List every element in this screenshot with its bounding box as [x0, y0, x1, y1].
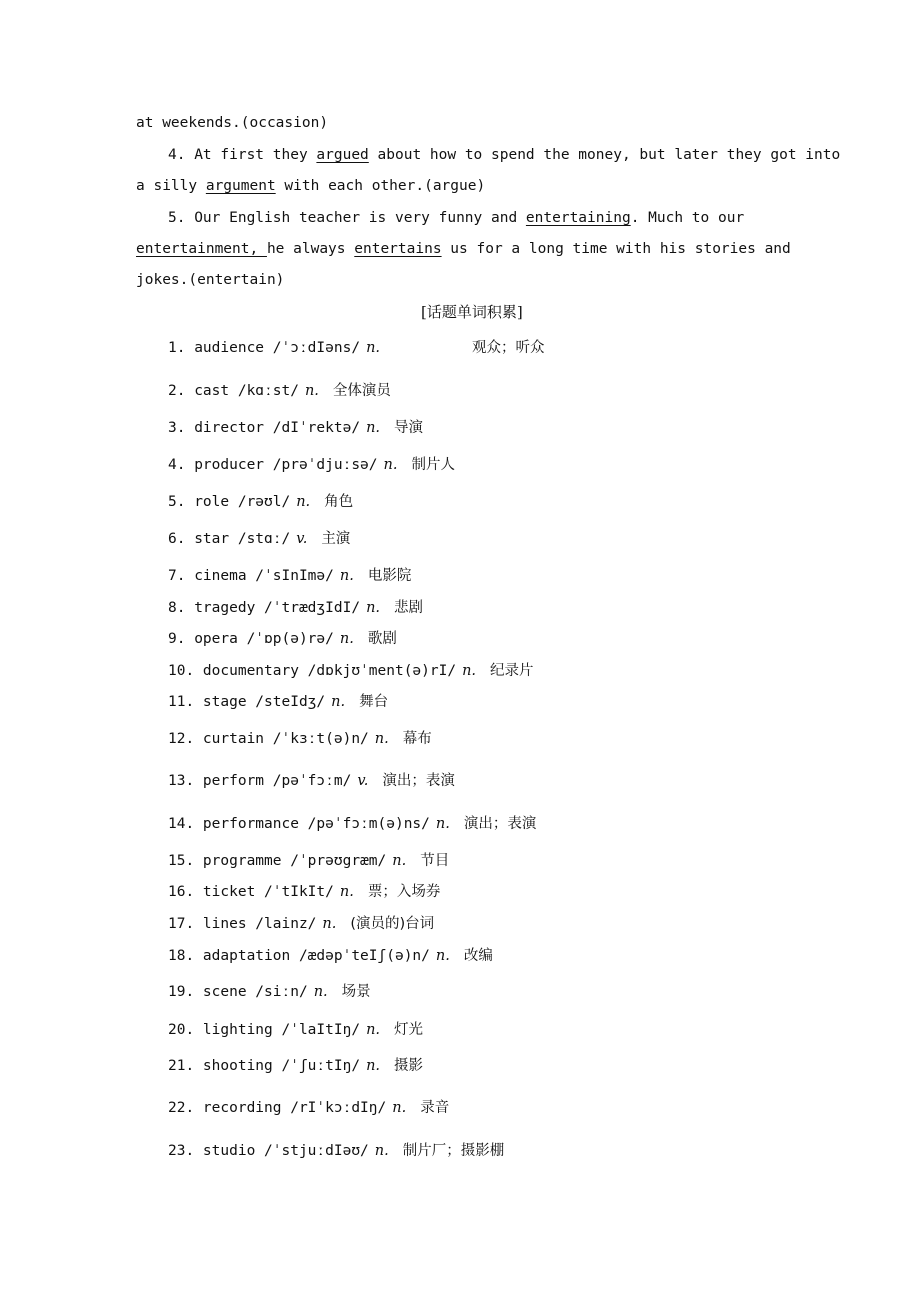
vocab-meaning: 全体演员 [332, 383, 391, 399]
text: a silly [136, 178, 206, 194]
vocab-term: 3. director /dIˈrektə/ [168, 420, 361, 436]
vocab-item [168, 529, 350, 549]
vocab-term: 8. tragedy /ˈtrædʒIdI/ [168, 600, 361, 616]
part-of-speech: n. [339, 631, 354, 647]
vocab-term: 23. studio /ˈstjuːdIəʊ/ [168, 1143, 369, 1159]
vocab-meaning: 纪录片 [490, 663, 534, 679]
part-of-speech: n. [366, 340, 381, 356]
vocab-meaning: 电影院 [367, 568, 412, 584]
sentence-4-line-1 [168, 145, 840, 165]
part-of-speech: n. [322, 916, 337, 932]
part-of-speech: n. [304, 383, 319, 399]
part-of-speech: n. [462, 663, 477, 679]
vocab-term: 15. programme /ˈprəʊgræm/ [168, 853, 387, 869]
vocab-item [168, 692, 388, 712]
text: jokes.(entertain) [136, 272, 285, 288]
vocab-meaning: 演出；表演 [463, 816, 537, 832]
sentence-5-line-2 [136, 239, 791, 259]
part-of-speech: n. [339, 884, 354, 900]
vocab-item [168, 882, 440, 902]
vocab-meaning: 幕布 [402, 731, 432, 747]
part-of-speech: n. [392, 853, 407, 869]
section-heading: [话题单词积累] [421, 303, 523, 321]
vocab-item [168, 566, 411, 586]
vocab-item [168, 455, 455, 475]
vocab-item [168, 338, 545, 358]
sentence-4-line-2 [136, 176, 485, 196]
vocab-item [168, 982, 371, 1002]
vocab-item [168, 851, 449, 871]
answer-entertaining: entertaining [525, 210, 631, 226]
sentence-5-line-1 [168, 208, 744, 228]
vocab-term: 2. cast /kɑːst/ [168, 383, 299, 399]
part-of-speech: n. [296, 494, 311, 510]
vocab-item [168, 629, 397, 649]
part-of-speech: n. [313, 984, 328, 1000]
vocab-meaning: 制片人 [411, 457, 455, 473]
passage-line-1 [136, 113, 328, 133]
vocab-meaning: 节目 [420, 853, 450, 869]
vocab-meaning: 场景 [341, 984, 371, 1000]
vocab-item [168, 1141, 504, 1161]
text: with each other.(argue) [275, 178, 486, 194]
vocab-item [168, 729, 432, 749]
part-of-speech: n. [435, 948, 450, 964]
part-of-speech: n. [366, 1058, 381, 1074]
vocab-item [168, 914, 434, 934]
vocab-term: 4. producer /prəˈdjuːsə/ [168, 457, 378, 473]
vocab-term: 9. opera /ˈɒp(ə)rə/ [168, 631, 334, 647]
vocab-meaning: 悲剧 [394, 600, 424, 616]
part-of-speech: n. [374, 1143, 389, 1159]
vocab-term: 16. ticket /ˈtIkIt/ [168, 884, 334, 900]
vocab-item [168, 661, 534, 681]
part-of-speech: n. [366, 600, 381, 616]
vocab-term: 22. recording /rIˈkɔːdIŋ/ [168, 1100, 387, 1116]
vocab-meaning: 改编 [463, 948, 493, 964]
text: . Much to our [630, 210, 745, 226]
text: 4. At first they [168, 147, 317, 163]
vocab-meaning: 歌剧 [367, 631, 397, 647]
part-of-speech: v. [296, 531, 308, 547]
vocab-meaning: (演员的)台词 [350, 916, 435, 932]
part-of-speech: n. [435, 816, 450, 832]
sentence-3-tail: at weekends.(occasion) [136, 115, 329, 131]
vocab-item [168, 381, 391, 401]
vocab-item [168, 598, 423, 618]
vocab-meaning: 观众；听众 [472, 340, 545, 356]
vocab-term: 14. performance /pəˈfɔːm(ə)ns/ [168, 816, 430, 832]
vocab-meaning: 票；入场券 [367, 884, 441, 900]
vocab-meaning: 录音 [420, 1100, 450, 1116]
part-of-speech: v. [357, 773, 369, 789]
part-of-speech: n. [392, 1100, 407, 1116]
vocab-term: 5. role /rəʊl/ [168, 494, 291, 510]
text: about how to spend the money, but later they got into [368, 147, 841, 163]
vocab-item [168, 771, 455, 791]
vocab-meaning: 摄影 [394, 1058, 424, 1074]
vocab-term: 19. scene /siːn/ [168, 984, 308, 1000]
sentence-5-line-3 [136, 270, 284, 290]
vocab-item [168, 814, 536, 834]
vocab-item [168, 492, 353, 512]
part-of-speech: n. [339, 568, 354, 584]
vocab-term: 21. shooting /ˈʃuːtIŋ/ [168, 1058, 361, 1074]
vocab-item [168, 1098, 449, 1118]
answer-argument: argument [205, 178, 276, 194]
vocab-term: 11. stage /steIdʒ/ [168, 694, 326, 710]
vocab-term: 10. documentary /dɒkjʊˈment(ə)rI/ [168, 663, 457, 679]
vocab-meaning: 灯光 [394, 1022, 424, 1038]
vocab-term: 18. adaptation /ædəpˈteIʃ(ə)n/ [168, 948, 430, 964]
vocab-item [168, 1056, 423, 1076]
part-of-speech: n. [366, 420, 381, 436]
answer-entertains: entertains [354, 241, 442, 257]
text: he always [266, 241, 355, 257]
vocab-item [168, 946, 493, 966]
vocab-meaning: 角色 [324, 494, 354, 510]
answer-entertainment: entertainment, [136, 241, 267, 257]
vocab-meaning: 制片厂；摄影棚 [402, 1143, 505, 1159]
answer-argued: argued [316, 147, 369, 163]
vocab-meaning: 导演 [394, 420, 424, 436]
vocab-item [168, 418, 423, 438]
vocab-term: 1. audience /ˈɔːdIəns/ [168, 340, 361, 356]
vocab-meaning: 主演 [321, 531, 351, 547]
part-of-speech: n. [374, 731, 389, 747]
part-of-speech: n. [383, 457, 398, 473]
text: us for a long time with his stories and [441, 241, 791, 257]
vocab-term: 13. perform /pəˈfɔːm/ [168, 773, 352, 789]
vocab-meaning: 演出；表演 [382, 773, 455, 789]
vocab-term: 6. star /stɑː/ [168, 531, 291, 547]
part-of-speech: n. [366, 1022, 381, 1038]
vocab-term: 20. lighting /ˈlaItIŋ/ [168, 1022, 361, 1038]
vocab-meaning: 舞台 [359, 694, 389, 710]
text: 5. Our English teacher is very funny and [168, 210, 526, 226]
vocab-term: 7. cinema /ˈsInImə/ [168, 568, 334, 584]
vocab-term: 17. lines /lainz/ [168, 916, 317, 932]
vocab-term: 12. curtain /ˈkɜːt(ə)n/ [168, 731, 369, 747]
vocab-item [168, 1020, 423, 1040]
part-of-speech: n. [331, 694, 346, 710]
